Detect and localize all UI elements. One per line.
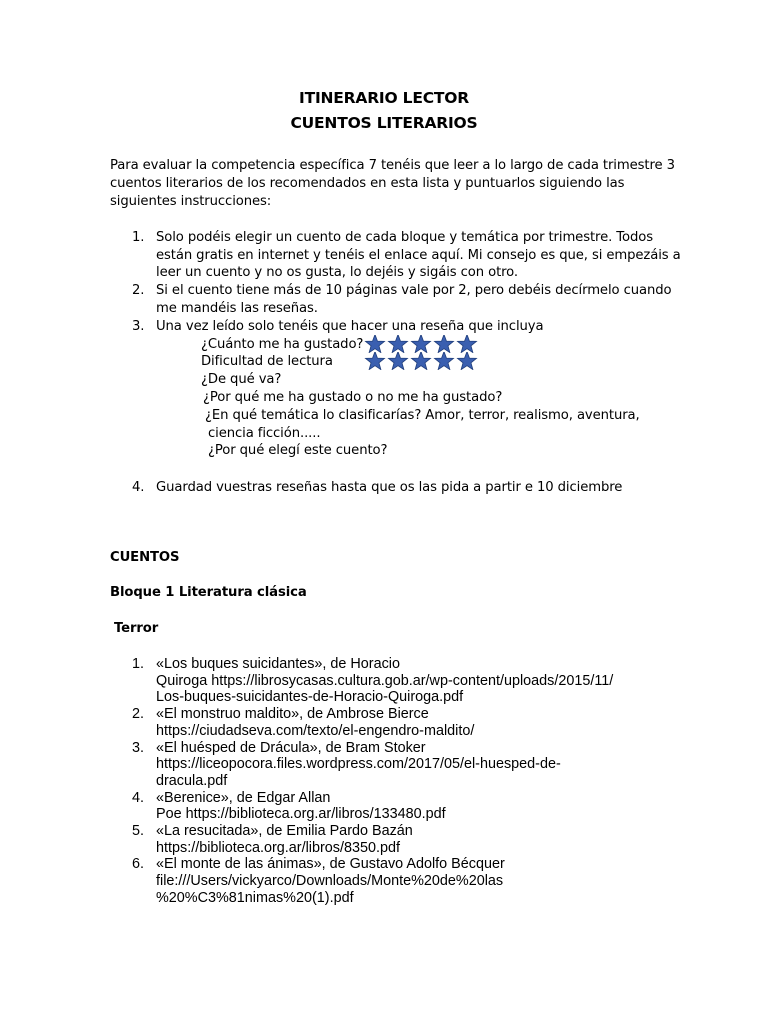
review-point: ciencia ficción.....: [208, 426, 321, 441]
instruction-text: Guardad vuestras reseñas hasta que os las pida a partir e 10 diciembre: [156, 480, 623, 495]
story-text: «Berenice», de Edgar Allan: [156, 790, 331, 806]
star-icon: [434, 352, 453, 370]
list-number: 6.: [132, 856, 145, 872]
star-icon: [388, 335, 407, 353]
star-icon: [434, 335, 453, 353]
intro-line: Para evaluar la competencia específica 7 tenéis que leer a lo largo de cada trimestre 3: [110, 158, 675, 173]
theme-heading: Terror: [114, 621, 159, 636]
instruction-text: me mandéis las reseñas.: [156, 301, 318, 316]
star-icon: [457, 352, 476, 370]
story-text: «La resucitada», de Emilia Pardo Bazán: [156, 823, 413, 839]
story-link[interactable]: %20%C3%81nimas%20(1).pdf: [156, 890, 354, 906]
document-title: ITINERARIO LECTOR: [299, 89, 469, 107]
list-number: 4.: [132, 790, 145, 806]
rating-stars: [364, 335, 480, 353]
list-number: 1.: [132, 230, 145, 245]
instruction-text: Solo podéis elegir un cuento de cada bloque y temática por trimestre. Todos: [156, 230, 653, 245]
intro-line: cuentos literarios de los recomendados en esta lista y puntuarlos siguiendo las: [110, 176, 625, 191]
list-number: 1.: [132, 656, 145, 672]
review-point: ¿De qué va?: [201, 372, 282, 387]
review-point: ¿Por qué me ha gustado o no me ha gustado?: [203, 390, 503, 405]
story-link[interactable]: https://ciudadseva.com/texto/el-engendro-maldito/: [156, 723, 475, 739]
story-link[interactable]: dracula.pdf: [156, 773, 228, 789]
review-point: ¿Cuánto me ha gustado?: [201, 337, 364, 352]
star-icon: [365, 335, 384, 353]
difficulty-stars: [364, 352, 480, 370]
star-icon: [411, 335, 430, 353]
story-text: «El monte de las ánimas», de Gustavo Adolfo Bécquer: [156, 856, 505, 872]
instruction-text: Si el cuento tiene más de 10 páginas vale por 2, pero debéis decírmelo cuando: [156, 283, 672, 298]
list-number: 5.: [132, 823, 145, 839]
story-link[interactable]: https://liceopocora.files.wordpress.com/2017/05/el-huesped-de-: [156, 756, 561, 772]
list-number: 3.: [132, 740, 145, 756]
instruction-text: leer un cuento y no os gusta, lo dejéis y sigáis con otro.: [156, 265, 518, 280]
instruction-text: Una vez leído solo tenéis que hacer una reseña que incluya: [156, 319, 544, 334]
story-text: «Los buques suicidantes», de Horacio: [156, 656, 401, 672]
section-heading: CUENTOS: [110, 550, 180, 565]
list-number: 4.: [132, 480, 145, 495]
review-point: ¿Por qué elegí este cuento?: [208, 443, 388, 458]
document-subtitle: CUENTOS LITERARIOS: [290, 114, 478, 132]
intro-line: siguientes instrucciones:: [110, 194, 272, 209]
list-number: 2.: [132, 283, 145, 298]
star-icon: [388, 352, 407, 370]
star-icon: [411, 352, 430, 370]
instruction-text: están gratis en internet y tenéis el enlace aquí. Mi consejo es que, si empezáis a: [156, 248, 681, 263]
star-icon: [457, 335, 476, 353]
review-point: ¿En qué temática lo clasificarías? Amor, terror, realismo, aventura,: [205, 408, 640, 423]
story-text: «El monstruo maldito», de Ambrose Bierce: [156, 706, 429, 722]
story-link[interactable]: Los-buques-suicidantes-de-Horacio-Quiroga.pdf: [156, 689, 464, 705]
story-link[interactable]: Poe https://biblioteca.org.ar/libros/133480.pdf: [156, 806, 446, 822]
star-icon: [365, 352, 384, 370]
story-link[interactable]: https://biblioteca.org.ar/libros/8350.pdf: [156, 840, 400, 856]
list-number: 2.: [132, 706, 145, 722]
block-heading: Bloque 1 Literatura clásica: [110, 585, 307, 600]
review-point: Dificultad de lectura: [201, 354, 333, 369]
story-text: «El huésped de Drácula», de Bram Stoker: [156, 740, 426, 756]
story-link[interactable]: Quiroga https://librosycasas.cultura.gob.ar/wp-content/uploads/2015/11/: [156, 673, 614, 689]
story-link[interactable]: file:///Users/vickyarco/Downloads/Monte%20de%20las: [156, 873, 504, 889]
list-number: 3.: [132, 319, 145, 334]
